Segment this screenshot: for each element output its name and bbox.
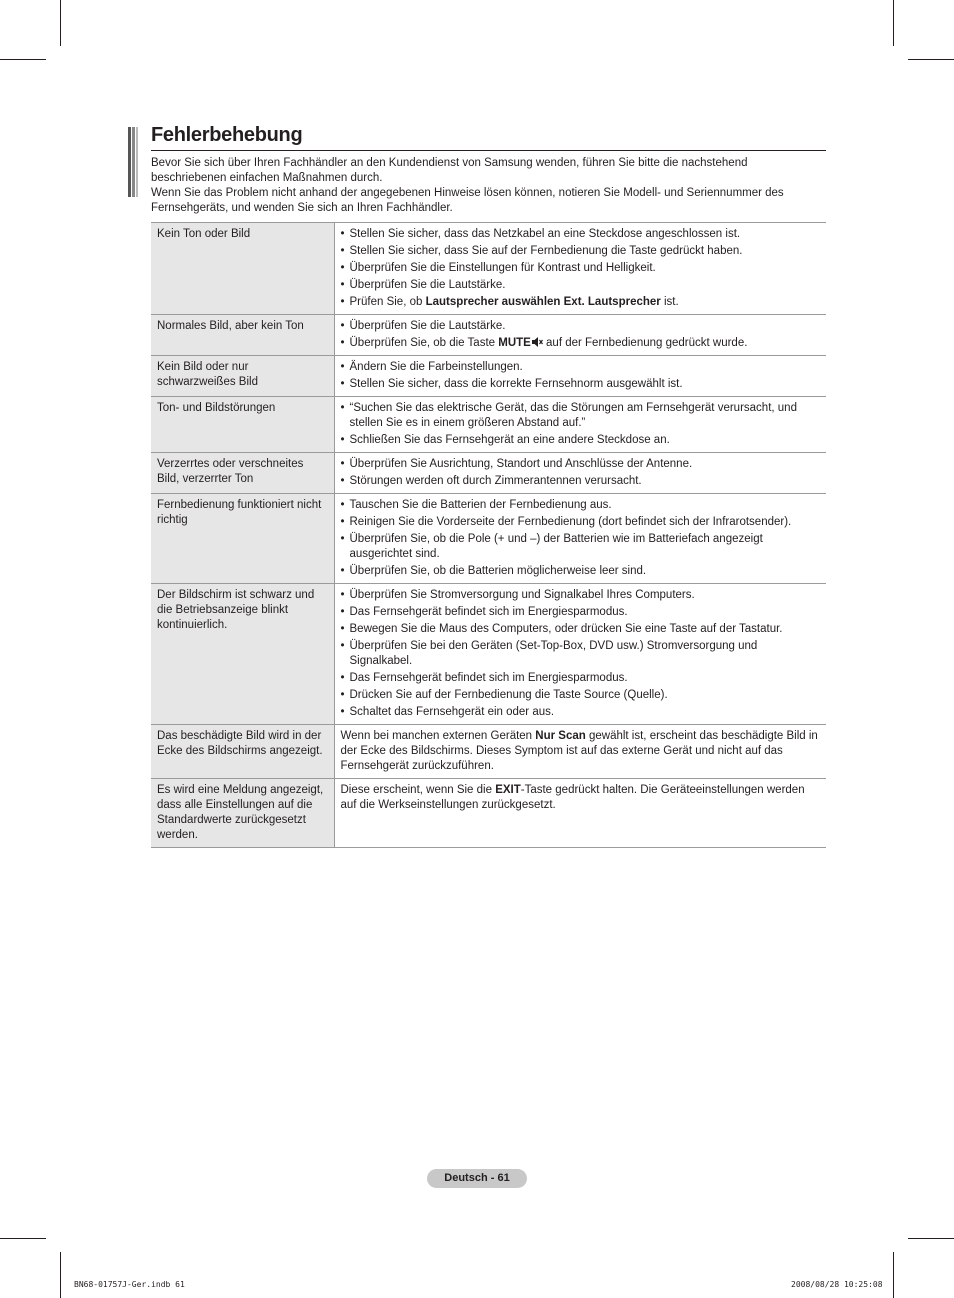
list-item [341, 244, 823, 259]
list-item [341, 688, 823, 703]
text-segment: Überprüfen Sie die Einstellungen für Kontrast und Helligkeit. [349, 262, 656, 274]
bold-term: EXIT [495, 784, 521, 796]
text-segment: Wenn bei manchen externen Geräten [340, 730, 536, 742]
text-segment: Störungen werden oft durch Zimmerantennen verursacht. [349, 475, 642, 487]
solution-list [341, 498, 823, 579]
problem-cell: Normales Bild, aber kein Ton [151, 315, 334, 356]
solution-cell [334, 494, 826, 584]
crop-mark [0, 1238, 46, 1239]
text-segment: gewählt ist, erscheint das beschädigte Bild in der Ecke des Bildschirms. Dieses Symptom ist auf das externe Gerät und nicht auf das Fernsehgerät zurückzuführen. [340, 730, 818, 772]
solution-list [341, 360, 823, 392]
solution-cell [334, 397, 826, 453]
crop-mark [893, 1252, 894, 1298]
list-item [341, 295, 823, 310]
solution-list [341, 588, 823, 720]
solution-cell [334, 584, 826, 725]
problem-cell: Das beschädigte Bild wird in der Ecke des Bildschirms angezeigt. [151, 725, 334, 779]
text-segment: Überprüfen Sie die Lautstärke. [349, 320, 506, 332]
solution-cell [334, 779, 826, 848]
text-segment: Überprüfen Sie Stromversorgung und Signalkabel Ihres Computers. [349, 589, 695, 601]
title-rule [151, 150, 826, 151]
solution-list [341, 457, 823, 489]
table-row [151, 494, 826, 584]
solution-cell [334, 223, 826, 315]
intro-paragraph: Bevor Sie sich über Ihren Fachhändler an den Kundendienst von Samsung wenden, führen Sie bitte die nachstehend beschriebenen einfachen Maßnahmen durch. [151, 157, 748, 184]
bold-term: Lautsprecher auswählen Ext. Lautsprecher [425, 296, 661, 308]
solution-cell [334, 453, 826, 494]
text-segment: Das Fernsehgerät befindet sich im Energiesparmodus. [349, 672, 628, 684]
table-row [151, 779, 826, 848]
crop-mark [908, 59, 954, 60]
list-item [341, 474, 823, 489]
problem-cell: Kein Bild oder nur schwarzweißes Bild [151, 356, 334, 397]
text-segment: Drücken Sie auf der Fernbedienung die Taste Source (Quelle). [349, 689, 668, 701]
solution-list [341, 227, 823, 310]
crop-mark [0, 59, 46, 60]
list-item [341, 532, 823, 562]
problem-cell: Der Bildschirm ist schwarz und die Betriebsanzeige blinkt kontinuierlich. [151, 584, 334, 725]
list-item [341, 377, 823, 392]
table-row [151, 315, 826, 356]
text-segment: Überprüfen Sie bei den Geräten (Set-Top-Box, DVD usw.) Stromversorgung und Signalkabel. [349, 640, 758, 667]
bold-term: MUTE [498, 337, 531, 349]
solution-list [341, 319, 823, 351]
crop-mark [893, 0, 894, 46]
page-number-badge: Deutsch - 61 [427, 1169, 527, 1188]
text-segment: Überprüfen Sie, ob die Taste [349, 337, 499, 349]
text-segment: Das Fernsehgerät befindet sich im Energiesparmodus. [349, 606, 628, 618]
solution-cell [334, 356, 826, 397]
crop-mark [60, 0, 61, 46]
text-segment: Reinigen Sie die Vorderseite der Fernbedienung (dort befindet sich der Infrarotsender). [349, 516, 792, 528]
text-segment: Stellen Sie sicher, dass das Netzkabel an eine Steckdose angeschlossen ist. [349, 228, 741, 240]
text-segment: Überprüfen Sie die Lautstärke. [349, 279, 506, 291]
text-segment: auf der Fernbedienung gedrückt wurde. [542, 337, 748, 349]
text-segment: Überprüfen Sie, ob die Batterien möglicherweise leer sind. [349, 565, 647, 577]
text-segment: Schließen Sie das Fernsehgerät an eine andere Steckdose an. [349, 434, 670, 446]
print-file-info: BN68-01757J-Ger.indb 61 [74, 1280, 185, 1289]
list-item [341, 639, 823, 669]
text-segment: Stellen Sie sicher, dass Sie auf der Fernbedienung die Taste gedrückt haben. [349, 245, 743, 257]
problem-cell: Fernbedienung funktioniert nicht richtig [151, 494, 334, 584]
bold-term: Nur Scan [535, 730, 586, 742]
table-row [151, 453, 826, 494]
table-row [151, 397, 826, 453]
mute-speaker-icon [531, 336, 543, 348]
list-item [341, 622, 823, 637]
list-item [341, 705, 823, 720]
list-item [341, 227, 823, 242]
print-date-info: 2008/08/28 10:25:08 [791, 1280, 883, 1289]
text-segment: Überprüfen Sie, ob die Pole (+ und –) der Batterien wie im Batteriefach angezeigt ausgerichtet sind. [349, 533, 763, 560]
text-segment: Diese erscheint, wenn Sie die [340, 784, 496, 796]
troubleshooting-table [151, 222, 826, 848]
text-segment: Tauschen Sie die Batterien der Fernbedienung aus. [349, 499, 612, 511]
intro-paragraph: Wenn Sie das Problem nicht anhand der angegebenen Hinweise lösen können, notieren Sie Modell- und Seriennummer des Fernsehgeräts, und wenden Sie sich an Ihren Fachhändler. [151, 187, 784, 214]
crop-mark [908, 1238, 954, 1239]
problem-cell: Ton- und Bildstörungen [151, 397, 334, 453]
text-segment: Prüfen Sie, ob [349, 296, 426, 308]
solution-cell [334, 315, 826, 356]
text-segment: “Suchen Sie das elektrische Gerät, das die Störungen am Fernsehgerät verursacht, und stellen Sie es in einem größeren Abstand auf.” [349, 402, 797, 429]
list-item [341, 401, 823, 431]
problem-cell: Kein Ton oder Bild [151, 223, 334, 315]
list-item [341, 498, 823, 513]
crop-mark [60, 1252, 61, 1298]
list-item [341, 588, 823, 603]
solution-cell [334, 725, 826, 779]
list-item [341, 261, 823, 276]
page-title: Fehlerbehebung [151, 124, 303, 146]
problem-cell: Es wird eine Meldung angezeigt, dass alle Einstellungen auf die Standardwerte zurückgesetzt werden. [151, 779, 334, 848]
list-item [341, 278, 823, 293]
intro-text [151, 156, 823, 216]
list-item [341, 564, 823, 579]
text-segment: Überprüfen Sie Ausrichtung, Standort und Anschlüsse der Antenne. [349, 458, 693, 470]
list-item [341, 605, 823, 620]
list-item [341, 336, 823, 351]
solution-list [341, 401, 823, 448]
text-segment: Bewegen Sie die Maus des Computers, oder drücken Sie eine Taste auf der Tastatur. [349, 623, 783, 635]
text-segment: Ändern Sie die Farbeinstellungen. [349, 361, 523, 373]
list-item [341, 457, 823, 472]
text-segment: Stellen Sie sicher, dass die korrekte Fernsehnorm ausgewählt ist. [349, 378, 683, 390]
text-segment: ist. [660, 296, 679, 308]
table-row [151, 356, 826, 397]
title-accent-bar [128, 127, 138, 197]
text-segment: -Taste gedrückt halten. Die Geräteeinstellungen werden auf die Werkseinstellungen zurückgesetzt. [340, 784, 805, 811]
list-item [341, 433, 823, 448]
problem-cell: Verzerrtes oder verschneites Bild, verzerrter Ton [151, 453, 334, 494]
list-item [341, 360, 823, 375]
table-row [151, 725, 826, 779]
list-item [341, 671, 823, 686]
table-row [151, 223, 826, 315]
solution-text [341, 783, 823, 813]
solution-text [341, 729, 823, 774]
list-item [341, 319, 823, 334]
text-segment: Schaltet das Fernsehgerät ein oder aus. [349, 706, 555, 718]
list-item [341, 515, 823, 530]
table-row [151, 584, 826, 725]
